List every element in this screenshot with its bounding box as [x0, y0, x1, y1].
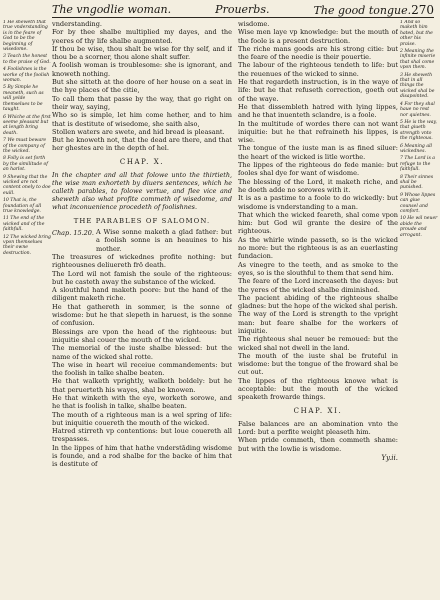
verse-text: The memorial of the iuste shalbe blessed: but the name of the wicked shal rotte.: [52, 344, 232, 361]
margin-note: 4 For they shal haue no rest nor quietnes.: [400, 101, 435, 118]
verse-text: The way of the Lord is strength to the vpright man: but feare shalbe for the workers of iniquitie.: [238, 310, 398, 335]
margin-note: 1 He sheweth that true vnderstanding is in the feare of God to be the beginning of wisedome.: [3, 20, 48, 53]
verse-text: If thou be wise, thou shalt be wise for thy self, and if thou be a scorner, thou alone shalt suffer.: [52, 44, 232, 62]
running-head-left: The vngodlie woman.: [52, 3, 172, 16]
text-column-right: [238, 20, 398, 594]
verse-text: The lippes of the righteous knowe what is acceptable: but the mouth of the wicked speaketh frowarde things.: [238, 376, 398, 402]
verse-text: Wise men laye vp knowledge: but the mouth of the foole is a present destruction.: [238, 28, 398, 45]
margin-note: 11 The end of the wicked and of the faithfull.: [3, 216, 45, 233]
chapter-heading: CHAP. XI.: [293, 406, 343, 415]
verse-text: He that walketh vprightly, walketh boldely: but he that peruerteth his wayes, shal be knowen.: [52, 377, 232, 394]
section-title: THE PARABLES OF SALOMON.: [73, 216, 211, 225]
verse-text: As the whirle winde passeth, so is the wicked no more: but the righteous is as an euerlasting fundacion.: [238, 235, 398, 261]
right-margin-notes: [400, 20, 438, 594]
running-head-right-title: The good tongue.: [313, 4, 412, 17]
verse-text: Stollen waters are swete, and hid bread is pleasant.: [52, 127, 225, 136]
first-verse: [52, 228, 232, 253]
margin-note: 1 And so maketh him hated, but the other his praise.: [400, 20, 433, 47]
verse-text: The Lord wil not famish the soule of the righteous: but he casteth away the substance of the wicked.: [52, 269, 232, 286]
verse-text: He that gathereth in sommer, is the sonne of wisdome: but he that slepeth in haruest, is the sonne of confusion.: [52, 302, 232, 328]
verse-text: In the multitude of wordes there can not want iniquitie: but he that refraineth his lippes, is wise.: [238, 119, 398, 145]
margin-note: 5 By Simple he meaneth, such as will yelde themselues to be taught.: [3, 85, 44, 113]
margin-note: 5 He is the way, that giueth strength vnto the righteous.: [400, 119, 437, 142]
chapter-heading: CHAP. X.: [119, 157, 165, 166]
margin-note: 6 Whiche at the first seeme pleasant but at length bring death.: [3, 114, 51, 136]
margin-note: 3 Teach the honest to the praise of God.: [3, 54, 51, 65]
verse-text: The tongue of the iuste man is as fined siluer: the heart of the wicked is litle worthe.: [238, 144, 398, 161]
verse-text: He that winketh with the eye, worketh sorowe, and he that is foolish in talke, shalbe beaten.: [52, 393, 232, 411]
verse-text: vnderstanding.: [52, 20, 102, 28]
margin-note: 10 That is, the foundation of all true knowledge.: [3, 198, 42, 214]
margin-note: 10 He wil neuer abide the proude and arrogant.: [400, 216, 438, 238]
verse-text: wisdome.: [238, 20, 270, 28]
chapter-argument: In the chapter and all that folowe unto the thirtieth, the wise man exhorteth by diuers sentences, which he calleth parables, to folowe vertue, and flee vice and sheweth also what profite commeth of wisedome, and what inconuenience procedeth of foolishnes.: [52, 170, 232, 211]
verse-text: The riche mans goods are his strong citie: but the feare of the needie is their pouertie.: [238, 44, 398, 62]
running-head-center: Prouerbs.: [215, 3, 270, 16]
verse-text: It is as a pastime to a foole to do wickedly: but wisdome is vnderstanding to a man.: [238, 194, 398, 211]
verse-text: The righteous shal neuer be remoued: but the wicked shal not dwell in the land.: [238, 335, 398, 352]
verse-text: He that dissembleth hatred with lying lippes, and he that inuenteth sclandre, is a foole.: [238, 102, 398, 120]
margin-note: 12 The wicked bring vpon themselues their owne destruction.: [3, 234, 51, 256]
verse-text: In the lippes of him that hathe vnderstāding wisdome is founde, and a rod shalbe for the backe of him that is destitute of: [52, 443, 232, 469]
margin-note: 7 The Lord is a refuge to the faithfull.: [400, 156, 436, 173]
verse-text: False balances are an abomination vnto the Lord: but a perfite weight pleaseth him.: [238, 419, 398, 436]
verse-text: The mouth of the iuste shal be fruteful in wisdome: but the tongue of the froward shal be cut out.: [238, 351, 398, 377]
margin-note: 7 We must beware of the company of the wicked.: [3, 138, 47, 154]
verse-text: The treasures of wickednes profite nothing: but righteousnes deliuereth frō death.: [52, 252, 232, 270]
margin-note: 8 Folly is set forth by the similitude of an harlot.: [3, 156, 48, 173]
verse-text: The lippes of the righteous do fede manie: but fooles shal dye for want of wisdome.: [238, 161, 398, 178]
verse-text: A Wise sonne maketh a glad father: but a foolish sonne is an heauines to his mother.: [96, 228, 232, 253]
verse-text: A foolish woman is troublesome: she is ignorant, and knoweth nothing.: [52, 61, 232, 78]
text-column-left: [52, 20, 232, 594]
verse-text: The labour of the righteous tendeth to life: but the reuenues of the wicked to sinne.: [238, 61, 398, 78]
verse-text: That which the wicked feareth, shal come vpon him: but God wil grante the desire of the righteous.: [238, 210, 398, 236]
verse-text: The feare of the Lord increaseth the dayes: but the yeres of the wicked shalbe diminished.: [238, 277, 398, 294]
verse-text: The pacient abiding of the righteous shalbe gladnes: but the hope of the wicked shal perish.: [238, 293, 398, 311]
margin-note: 4 Foolishnes is the worke of the foolish woman.: [3, 67, 50, 84]
running-head: [52, 3, 434, 17]
margin-note: 3 He sheweth that in all things the wicked shal be disapointed.: [400, 72, 435, 100]
verse-text: But she sitteth at the doore of her house on a seat in the hye places of the citie,: [52, 78, 232, 95]
verse-text: When pride commeth, then commeth shame: but with the lowlie is wisdome.: [238, 436, 398, 453]
margin-note: 9 Whose lippes can giue counsel and comfort.: [400, 192, 436, 214]
verse-text: Who so is simple, let him come hether, and to him that is destitute of wisedome, she saith also,: [52, 111, 232, 128]
running-head-right: [314, 3, 434, 17]
verse-text: The blessing of the Lord, it maketh riche, and he doeth adde no sorowes with it.: [238, 177, 398, 194]
verse-text: A slouthful hand maketh poore: but the hand of the diligent maketh riche.: [52, 286, 232, 303]
signature-mark: Yy.ii.: [381, 453, 398, 462]
verse-text: For by thee shalbe multiplied my dayes, and the yeeres of thy life shalbe augmented.: [52, 28, 232, 45]
left-margin-notes: [3, 20, 51, 594]
verse-text: Hatred stirreth vp contentions: but loue couereth all trespasses.: [52, 427, 232, 444]
folio-number: 270: [411, 3, 434, 17]
chapter-label: Chap. 15.20.: [52, 229, 95, 238]
verse-text: Blessings are vpon the head of the righteous: but iniquitie shal couer the mouth of the wicked.: [52, 327, 232, 344]
verse-text: The mouth of a righteous man is a wel spring of life: but iniquitie couereth the mouth of the wicked.: [52, 410, 232, 427]
verse-text: As vinegre to the teeth, and as smoke to the eyes, so is the slouthful to them that send him.: [238, 260, 398, 277]
margin-note: 2 Meaning the infinite miserie that shal come vpon them.: [400, 49, 436, 71]
margin-note: 6 Meaning all wickednes.: [400, 143, 433, 154]
verse-text: But he knoweth not, that the dead are there, and that her ghestes are in the depth of hel.: [52, 136, 232, 153]
verse-text: To call them that passe by the way, that go right on their way, saying,: [52, 94, 232, 111]
margin-note: 8 Their sinnes shal be punished.: [400, 174, 434, 191]
verse-text: The wise in heart wil receiue commandements: but the foolish in talke shalbe beaten.: [52, 360, 232, 378]
header-rule: [52, 17, 434, 18]
margin-note: 9 Shewing that the wicked are not content onely to doe euill.: [3, 174, 51, 196]
verse-text: He that regardeth instruction, is in the waye of life: but he that refuseth correction, goeth out of the waye.: [238, 78, 398, 103]
